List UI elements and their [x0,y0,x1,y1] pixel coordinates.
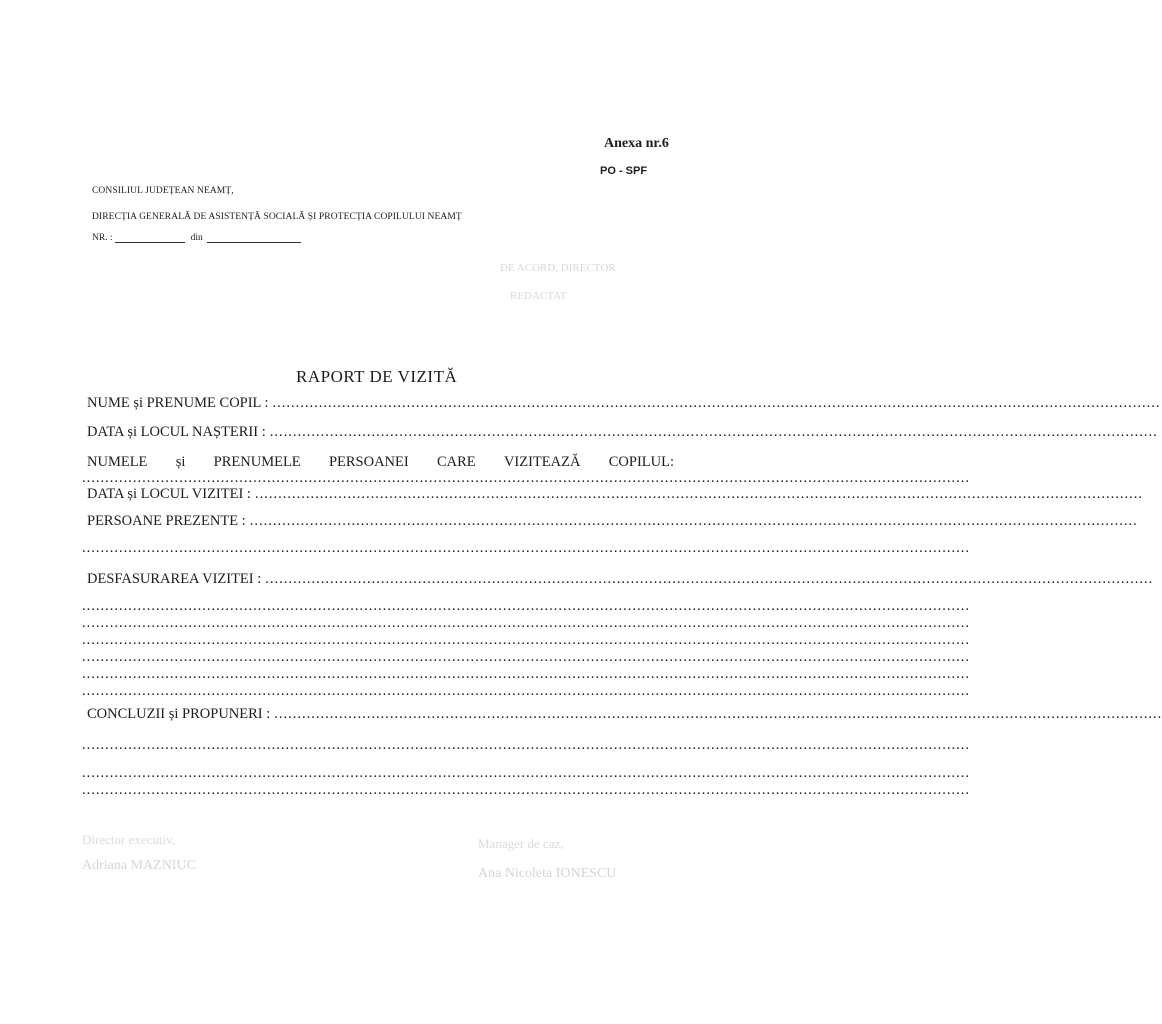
date-blank[interactable] [207,233,301,243]
faded-right-name: Ana Nicoleta IONESCU [478,866,617,881]
present-field[interactable] [87,513,1138,530]
conclusions-dotted-line[interactable]: ................................................................................................................................................................................................ [82,765,970,781]
faded-stamp-line-2: REDACTAT [510,290,567,302]
conclusions-dotted-line[interactable]: ................................................................................................................................................................................................ [82,737,970,753]
registration-line [92,233,301,243]
dotted-line: ................................................................................................................................................................................................ [269,424,1158,440]
dotted-line: ................................................................................................................................................................................................ [249,513,1138,529]
present-dotted-line[interactable]: ................................................................................................................................................................................................ [82,540,970,556]
conduct-dotted-line[interactable]: ................................................................................................................................................................................................ [82,632,970,648]
conclusions-dotted-line[interactable]: ................................................................................................................................................................................................ [82,782,970,798]
faded-stamp-line-1: DE ACORD, DIRECTOR [500,262,616,274]
child-name-label: NUME și PRENUME COPIL : [87,395,269,411]
faded-left-role: Director executiv, [82,832,175,847]
visitor-field[interactable] [87,454,674,471]
conduct-dotted-line[interactable]: ................................................................................................................................................................................................ [82,615,970,631]
dotted-line: ................................................................................................................................................................................................ [274,706,1162,722]
birth-field[interactable] [87,424,1158,441]
dotted-line: ................................................................................................................................................................................................ [265,571,1154,587]
visitor-word: PRENUMELE [213,454,301,470]
nr-label: NR. : [92,233,113,243]
visitor-word: PERSOANEI [328,454,409,470]
procedure-code: PO - SPF [600,165,648,177]
faded-right-role: Manager de caz, [478,836,564,851]
conduct-label: DESFASURAREA VIZITEI : [87,571,262,587]
conclusions-label: CONCLUZII și PROPUNERI : [87,706,271,722]
visitor-word: COPILUL [608,454,670,470]
conduct-dotted-line[interactable]: ................................................................................................................................................................................................ [82,598,970,614]
conduct-dotted-line[interactable]: ................................................................................................................................................................................................ [82,666,970,682]
visitor-dotted-line[interactable]: ................................................................................................................................................................................................ [82,470,970,486]
visit-label: DATA și LOCUL VIZITEI : [87,486,251,502]
annex-label: Anexa nr.6 [604,136,669,151]
visitor-word: CARE [436,454,476,470]
present-label: PERSOANE PREZENTE : [87,513,246,529]
conduct-field[interactable] [87,571,1154,588]
visitor-word: și [175,454,186,470]
visitor-word: : [669,454,674,470]
conduct-dotted-line[interactable]: ................................................................................................................................................................................................ [82,683,970,699]
din-label: din [190,233,203,243]
council-name: CONSILIUL JUDEȚEAN NEAMȚ, [92,186,234,196]
visitor-word: VIZITEAZĂ [503,454,581,470]
faded-left-name: Adriana MAZNIUC [82,858,196,873]
directorate-name: DIRECȚIA GENERALĂ DE ASISTENȚĂ SOCIALĂ ȘI PROTECȚIA COPILULUI NEAMȚ [92,212,462,222]
dotted-line: ................................................................................................................................................................................................ [254,486,1143,502]
nr-blank[interactable] [115,233,185,243]
conclusions-field[interactable] [87,706,1162,723]
visit-field[interactable] [87,486,1143,503]
form-title: RAPORT DE VIZITĂ [296,367,458,386]
birth-label: DATA și LOCUL NAȘTERII : [87,424,266,440]
dotted-line: ................................................................................................................................................................................................ [272,395,1161,411]
conduct-dotted-line[interactable]: ................................................................................................................................................................................................ [82,649,970,665]
visitor-word: NUMELE [87,454,148,470]
child-name-field[interactable] [87,395,1161,412]
